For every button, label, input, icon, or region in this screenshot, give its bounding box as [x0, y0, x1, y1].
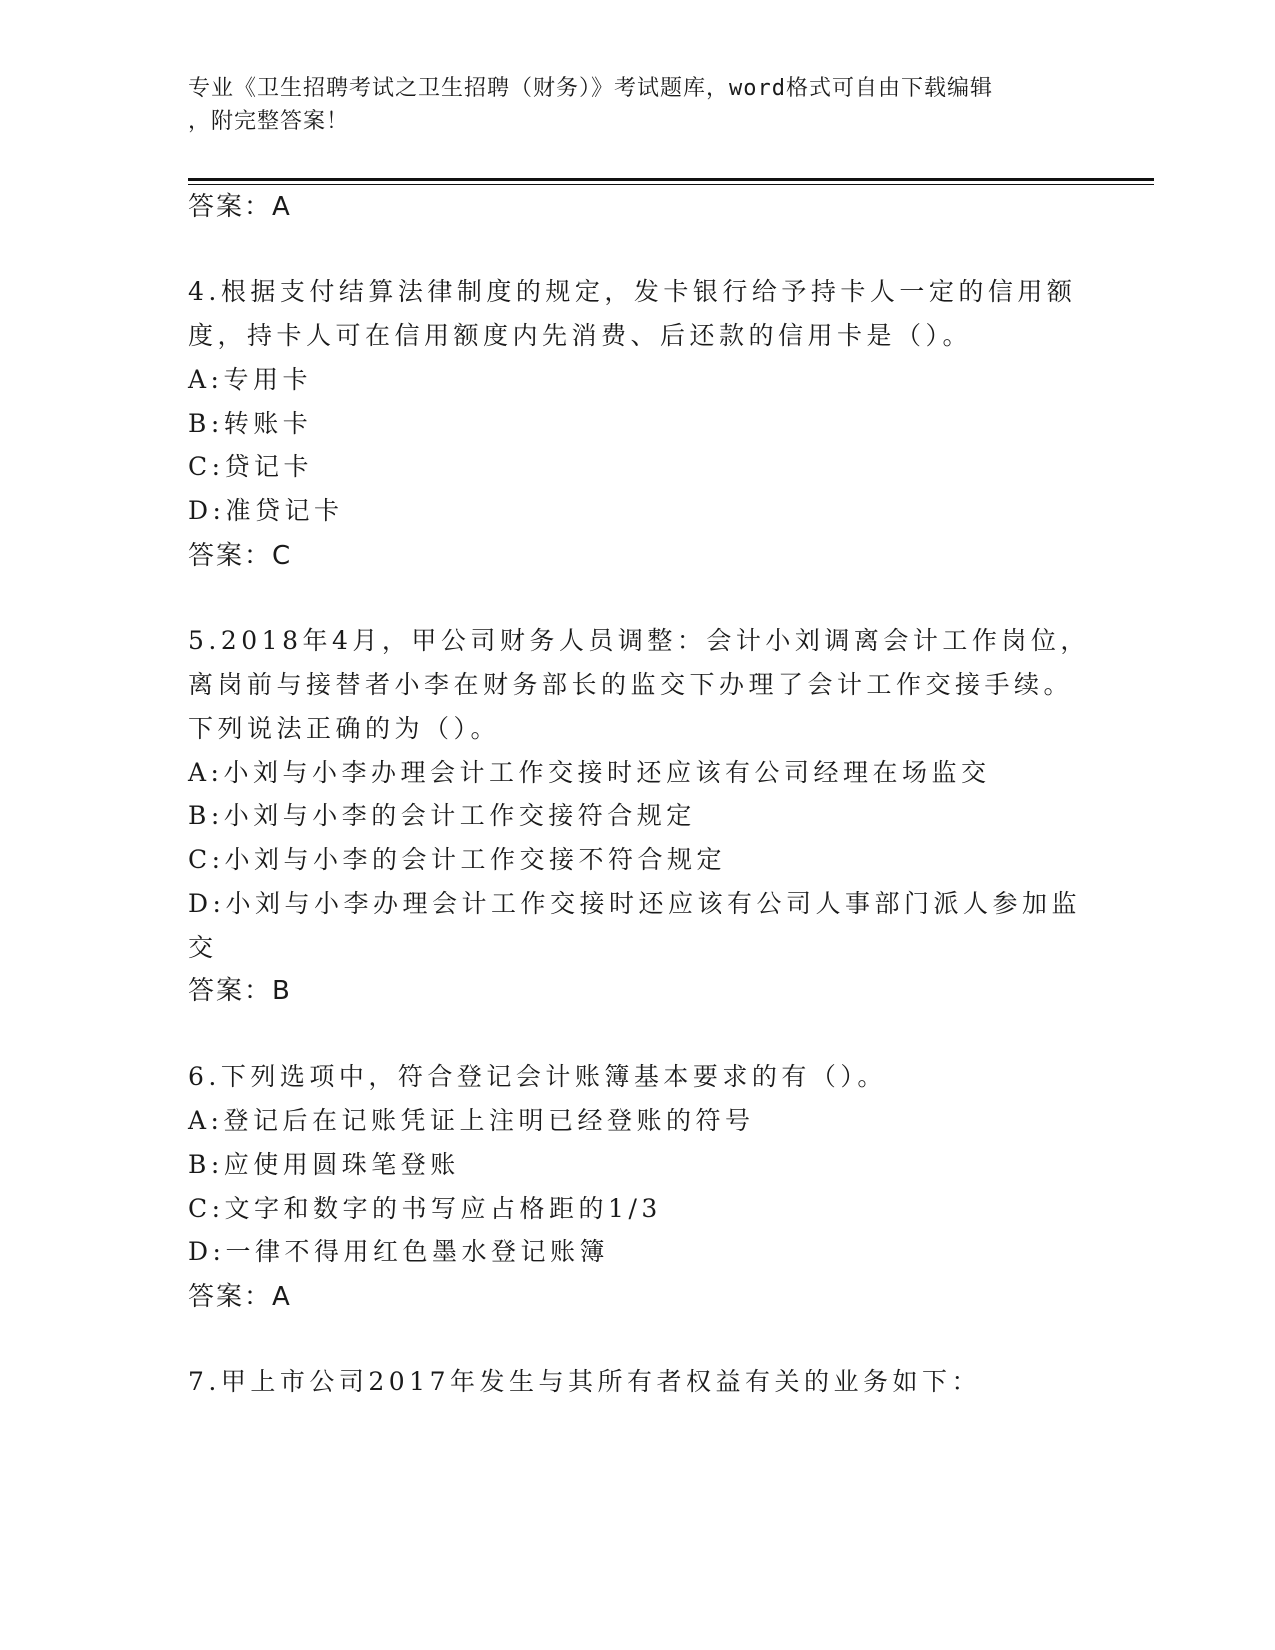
question-stem-line: 下列说法正确的为（）。	[188, 714, 501, 743]
option-a: A:专用卡	[188, 365, 312, 394]
option-b: B:小刘与小李的会计工作交接符合规定	[188, 801, 696, 830]
option-b: B:应使用圆珠笔登账	[188, 1150, 460, 1179]
option-a: A:登记后在记账凭证上注明已经登账的符号	[188, 1106, 755, 1135]
question-stem-line: 5.2018年4月，甲公司财务人员调整：会计小刘调离会计工作岗位，	[188, 626, 1090, 655]
header-divider-thin	[188, 184, 1154, 185]
option-a: A:小刘与小李办理会计工作交接时还应该有公司经理在场监交	[188, 758, 991, 787]
option-c: C:贷记卡	[188, 452, 314, 481]
question-stem-line: 7.甲上市公司2017年发生与其所有者权益有关的业务如下：	[188, 1367, 981, 1396]
answer: 答案：A	[188, 1282, 292, 1312]
option-c: C:小刘与小李的会计工作交接不符合规定	[188, 845, 727, 874]
option-b: B:转账卡	[188, 409, 313, 438]
option-c: C:文字和数字的书写应占格距的1/3	[188, 1194, 662, 1223]
option-d: D:准贷记卡	[188, 496, 344, 525]
page-header	[188, 72, 1088, 138]
option-d: D:小刘与小李办理会计工作交接时还应该有公司人事部门派人参加监	[188, 889, 1081, 918]
question-stem-line: 6.下列选项中，符合登记会计账簿基本要求的有（）。	[188, 1062, 887, 1091]
answer: 答案：B	[188, 976, 292, 1006]
header-divider-thick	[188, 178, 1154, 181]
previous-answer: 答案：A	[188, 192, 292, 222]
option-d: D:一律不得用红色墨水登记账簿	[188, 1237, 609, 1266]
answer: 答案：C	[188, 541, 293, 571]
question-stem-line: 4.根据支付结算法律制度的规定，发卡银行给予持卡人一定的信用额	[188, 277, 1077, 306]
header-line-2: ，附完整答案！	[188, 109, 350, 134]
question-stem-line: 离岗前与接替者小李在财务部长的监交下办理了会计工作交接手续。	[188, 670, 1074, 699]
question-stem-line: 度，持卡人可在信用额度内先消费、后还款的信用卡是（）。	[188, 321, 973, 350]
header-line-1: 专业《卫生招聘考试之卫生招聘（财务）》考试题库，word格式可自由下载编辑	[188, 76, 993, 101]
option-d-continuation: 交	[188, 933, 218, 962]
